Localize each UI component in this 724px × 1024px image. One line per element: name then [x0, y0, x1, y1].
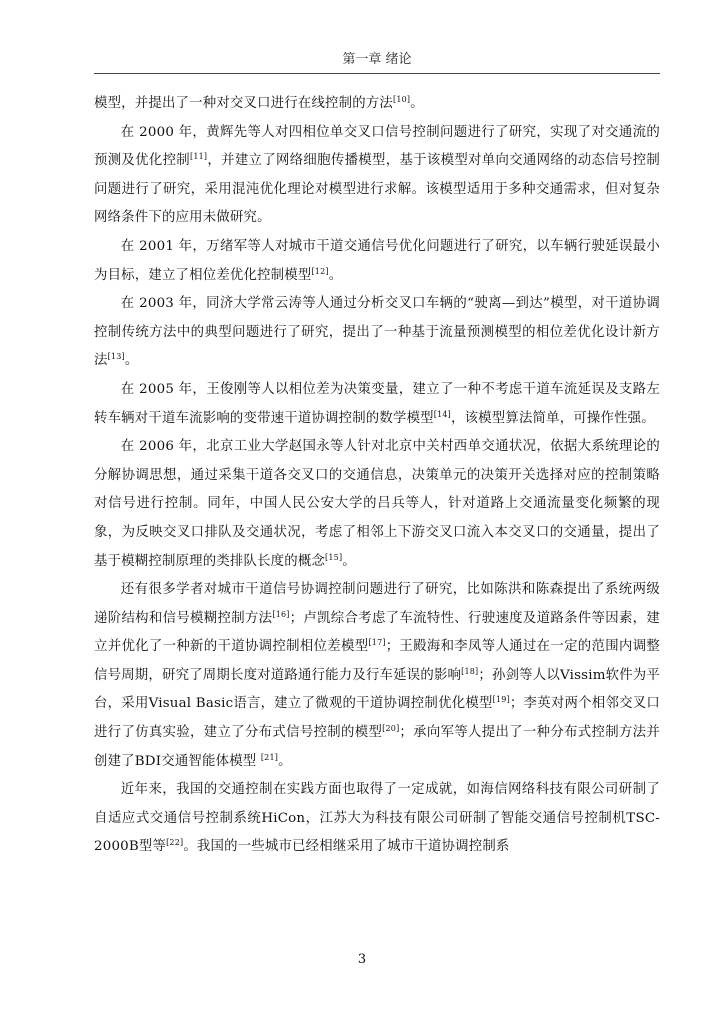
text-run: 模型，并提出了一种对交叉口进行在线控制的方法 — [94, 96, 393, 111]
text-run: 。 — [410, 96, 424, 111]
citation-marker: [22] — [166, 838, 184, 848]
citation-marker: [15] — [325, 552, 343, 562]
text-run: ；卢凯综合考虑了车流特性、行驶速度及道路条件等因素，建立并优化了一种新的干道协调控制相位差模型 — [94, 610, 660, 655]
text-run: ；承向军等人提出了一种分布式控制方法并创建了BDI交通智能体模型 — [94, 725, 660, 769]
citation-marker: [18] — [461, 666, 479, 676]
text-run: 。 — [328, 267, 343, 283]
text-run: ，该模型算法简单，可操作性强。 — [451, 410, 655, 426]
text-run: 在 2005 年，王俊刚等人以相位差为决策变量，建立了一种不考虑干道车流延误及支路左转车辆对干道车流影响的变带速干道协调控制的数学模型 — [94, 381, 660, 426]
text-run: 在 2006 年，北京工业大学赵国永等人针对北京中关村西单交通状况，依据大系统理论的分解协调思想，通过采集干道各交叉口的交通信息，决策单元的决策开关选择对应的控制策略对信号进行控制。同年，中国人民公安大学的吕兵等人，针对道路上交通流量变化频繁的现象，为反映交叉口排队及交通状况，考虑了相邻上下游交叉口流入本交叉口的交通量，提出了基于模糊控制原理的类排队长度的概念 — [94, 439, 660, 569]
text-run: 在 2003 年，同济大学常云涛等人通过分析交叉口车辆的“驶离—到达”模型，对干道协调控制传统方法中的典型问题进行了研究，提出了一种基于流量预测模型的相位差优化设计新方法 — [94, 296, 660, 369]
text-run: 在 2001 年，万绪军等人对城市干道交通信号优化问题进行了研究，以车辆行驶延误最小为目标，建立了相位差优化控制模型 — [94, 238, 660, 283]
citation-marker: [16] — [272, 609, 290, 619]
running-header: 第一章 绪论 — [342, 52, 412, 67]
paragraph — [94, 119, 660, 233]
citation-marker: [19] — [492, 695, 510, 705]
citation-marker: [20] — [382, 724, 400, 734]
paragraph — [94, 576, 660, 776]
text-run: 。 — [342, 553, 356, 569]
text-run: 近年来，我国的交通控制在实践方面也取得了一定成就，如海信网络科技有限公司研制了自适应式交通信号控制系统HiCon，江苏大为科技有限公司研制了智能交通信号控制机TSC-2000B型等 — [94, 782, 660, 855]
header-rule — [94, 73, 660, 74]
page-number: 3 — [357, 952, 367, 967]
text-run: 在 2000 年，黄辉先等人对四相位单交叉口信号控制问题进行了研究，实现了对交通流的预测及优化控制 — [94, 124, 660, 169]
text-run: 。 — [278, 753, 292, 769]
paragraph — [94, 776, 660, 862]
citation-marker: [11] — [190, 152, 208, 162]
paragraph — [94, 233, 660, 290]
body-text — [94, 90, 660, 862]
paragraph — [94, 433, 660, 576]
citation-marker: [10] — [393, 95, 411, 104]
text-run: 。我国的一些城市已经相继采用了城市干道协调控制系 — [183, 839, 510, 855]
citation-marker: [17] — [368, 638, 386, 648]
citation-marker: [13] — [107, 352, 125, 362]
paragraph — [94, 290, 660, 376]
text-run: ；孙剑等人以Vissim软件为平台，采用Visual Basic语言，建立了微观的干道协调控制优化模型 — [94, 667, 660, 712]
text-run: ；王殿海和李凤等人通过在一定的范围内调整信号周期，研究了周期长度对道路通行能力及行车延误的影响 — [94, 639, 661, 683]
text-run: 。 — [124, 353, 139, 369]
citation-marker: [21] — [260, 752, 279, 762]
paragraph — [94, 90, 660, 119]
citation-marker: [12] — [311, 266, 329, 276]
paragraph — [94, 376, 660, 433]
text-run: ，并建立了网络细胞传播模型，基于该模型对单向交通网络的动态信号控制问题进行了研究，采用混沌优化理论对模型进行求解。该模型适用于多种交通需求，但对复杂网络条件下的应用未做研究。 — [94, 153, 660, 226]
citation-marker: [14] — [433, 409, 451, 419]
text-run: 还有很多学者对城市干道信号协调控制问题进行了研究，比如陈洪和陈森提出了系统两级递阶结构和信号模糊控制方法 — [94, 582, 660, 626]
text-run: ；李英对两个相邻交叉口进行了仿真实验，建立了分布式信号控制的模型 — [94, 696, 660, 741]
